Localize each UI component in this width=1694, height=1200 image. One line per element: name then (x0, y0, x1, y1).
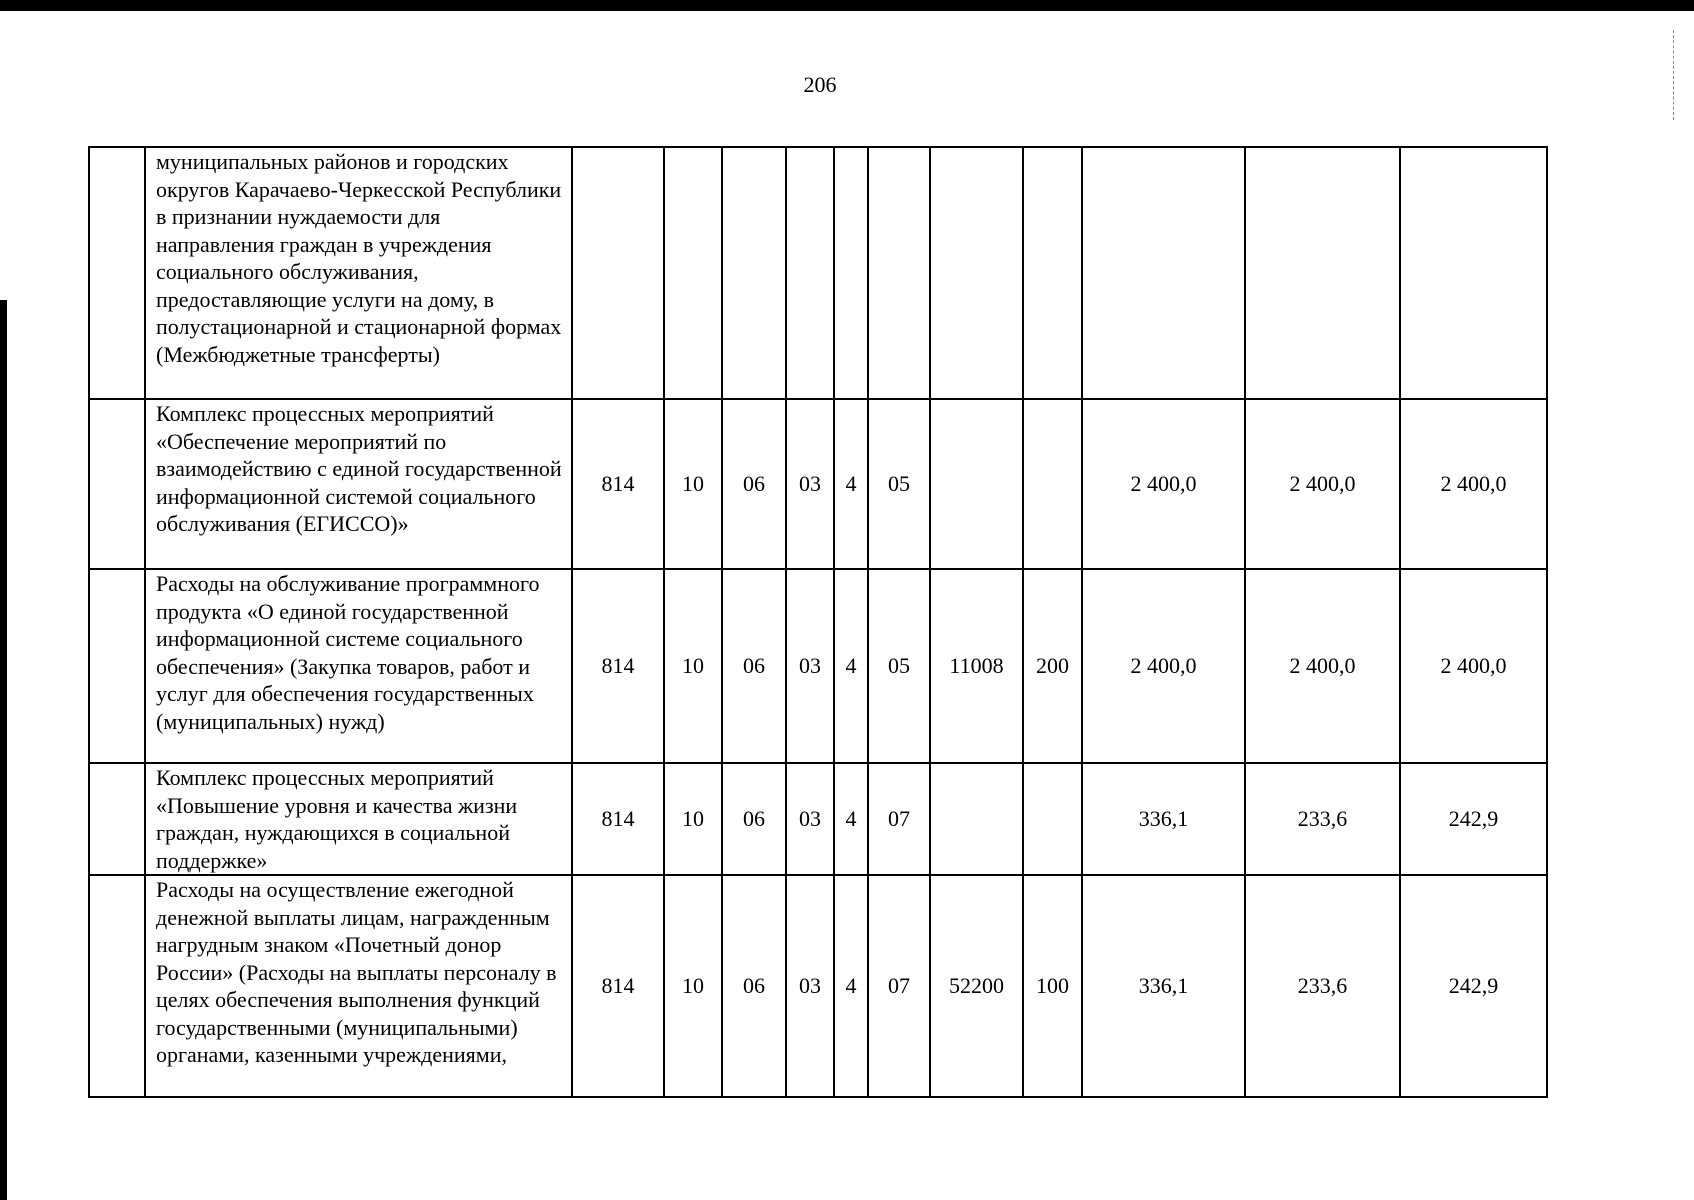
scan-left-border (0, 300, 7, 1200)
cell-program: 03 (786, 875, 834, 1097)
cell-amount-2: 233,6 (1245, 763, 1400, 875)
scan-edge-marks (1671, 30, 1674, 120)
cell-subprogram (834, 147, 868, 399)
cell-direction (930, 399, 1023, 569)
cell-ministry-code (572, 147, 664, 399)
cell-ministry-code: 814 (572, 399, 664, 569)
cell-amount-1: 2 400,0 (1082, 569, 1245, 763)
cell-section (664, 147, 722, 399)
cell-subsection: 06 (722, 763, 786, 875)
cell-subprogram: 4 (834, 875, 868, 1097)
cell-amount-2 (1245, 147, 1400, 399)
cell-section: 10 (664, 875, 722, 1097)
cell-program: 03 (786, 763, 834, 875)
cell-measure: 05 (868, 399, 930, 569)
cell-amount-1: 2 400,0 (1082, 399, 1245, 569)
row-name: муниципальных районов и городских округов Карачаево-Черкесской Республики в признании нуждаемости для направления граждан в учреждения социального обслуживания, предоставляющие услуги на дому, в полустационарной и стационарной формах (Межбюджетные трансферты) (145, 147, 572, 399)
cell-ministry-code: 814 (572, 763, 664, 875)
cell-amount-3: 2 400,0 (1400, 569, 1547, 763)
row-index-cell (89, 147, 145, 399)
cell-amount-1: 336,1 (1082, 763, 1245, 875)
cell-amount-3 (1400, 147, 1547, 399)
cell-program (786, 147, 834, 399)
cell-subsection: 06 (722, 399, 786, 569)
page-number: 206 (803, 72, 837, 97)
cell-direction (930, 147, 1023, 399)
cell-direction: 52200 (930, 875, 1023, 1097)
row-index-cell (89, 875, 145, 1097)
cell-measure (868, 147, 930, 399)
row-index-cell (89, 569, 145, 763)
cell-amount-3: 242,9 (1400, 875, 1547, 1097)
row-index-cell (89, 399, 145, 569)
cell-amount-2: 2 400,0 (1245, 399, 1400, 569)
cell-ministry-code: 814 (572, 569, 664, 763)
cell-amount-3: 2 400,0 (1400, 399, 1547, 569)
row-name: Комплекс процессных мероприятий «Обеспечение мероприятий по взаимодействию с единой государственной информационной системой социального обслуживания (ЕГИССО)» (145, 399, 572, 569)
table-row (89, 875, 1547, 1097)
cell-amount-1: 336,1 (1082, 875, 1245, 1097)
cell-expense-type: 200 (1023, 569, 1082, 763)
cell-measure: 07 (868, 875, 930, 1097)
cell-expense-type: 100 (1023, 875, 1082, 1097)
table-row (89, 399, 1547, 569)
cell-section: 10 (664, 763, 722, 875)
cell-subsection: 06 (722, 569, 786, 763)
cell-section: 10 (664, 569, 722, 763)
table-row (89, 763, 1547, 875)
cell-subsection (722, 147, 786, 399)
row-name: Расходы на осуществление ежегодной денежной выплаты лицам, награжденным нагрудным знаком «Почетный донор России» (Расходы на выплаты персоналу в целях обеспечения выполнения функций государственными (муниципальными) органами, казенными учреждениями, (145, 875, 572, 1097)
cell-expense-type (1023, 763, 1082, 875)
cell-amount-3: 242,9 (1400, 763, 1547, 875)
scan-top-border (0, 0, 1694, 11)
cell-expense-type (1023, 147, 1082, 399)
cell-direction (930, 763, 1023, 875)
cell-subsection: 06 (722, 875, 786, 1097)
cell-subprogram: 4 (834, 399, 868, 569)
table-row (89, 147, 1547, 399)
row-name: Расходы на обслуживание программного продукта «О единой государственной информационной системе социального обеспечения» (Закупка товаров, работ и услуг для обеспечения государственных (муниципальных) нужд) (145, 569, 572, 763)
cell-amount-2: 2 400,0 (1245, 569, 1400, 763)
cell-amount-2: 233,6 (1245, 875, 1400, 1097)
cell-direction: 11008 (930, 569, 1023, 763)
budget-table (88, 146, 1548, 1098)
cell-measure: 05 (868, 569, 930, 763)
cell-section: 10 (664, 399, 722, 569)
row-index-cell (89, 763, 145, 875)
cell-measure: 07 (868, 763, 930, 875)
row-name: Комплекс процессных мероприятий «Повышение уровня и качества жизни граждан, нуждающихся в социальной поддержке» (145, 763, 572, 875)
cell-subprogram: 4 (834, 569, 868, 763)
table-row (89, 569, 1547, 763)
cell-ministry-code: 814 (572, 875, 664, 1097)
cell-program: 03 (786, 569, 834, 763)
cell-program: 03 (786, 399, 834, 569)
cell-amount-1 (1082, 147, 1245, 399)
cell-subprogram: 4 (834, 763, 868, 875)
cell-expense-type (1023, 399, 1082, 569)
